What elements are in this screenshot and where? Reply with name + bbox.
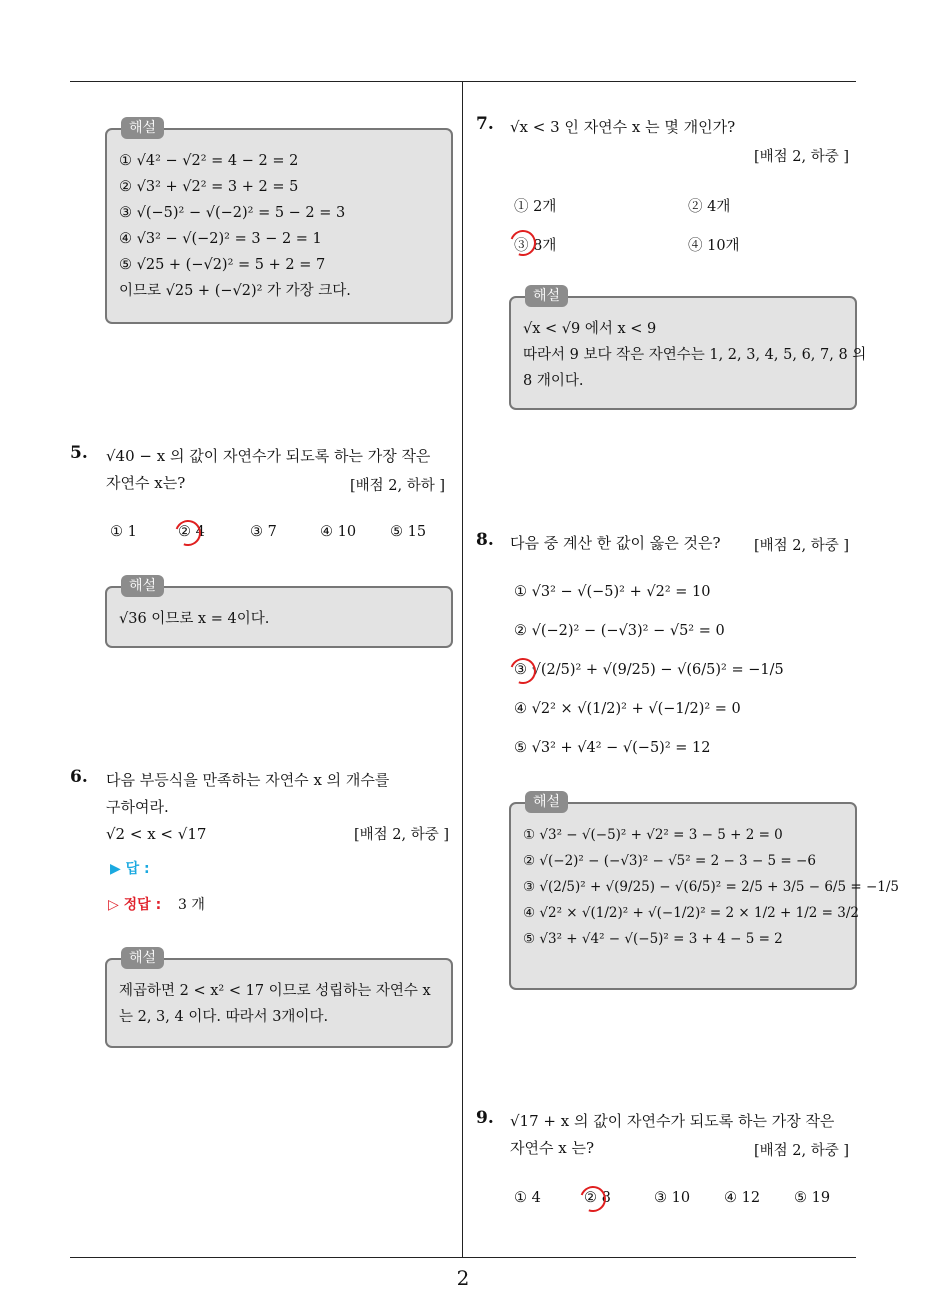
q5-answer-mark — [171, 516, 206, 551]
q4-exp-line-2: ② √3² + √2² = 3 + 2 = 5 — [119, 179, 299, 195]
page-number: 2 — [456, 1266, 470, 1290]
q4-exp-line-4: ④ √3² − √(−2)² = 3 − 2 = 1 — [119, 231, 322, 247]
q9-option-1[interactable]: ① 4 — [514, 1190, 541, 1206]
q5-option-5[interactable]: ⑤ 15 — [390, 524, 427, 540]
q5-option-2[interactable]: ② 4 — [178, 524, 205, 540]
q8-number: 8. — [476, 530, 494, 550]
q8-meta: [배점 2, 하중 ] — [754, 538, 850, 554]
q4-exp-line-5: ⑤ √25 + (−√2)² = 5 + 2 = 7 — [119, 257, 326, 273]
q5-explanation-box — [105, 578, 453, 648]
q9-number: 9. — [476, 1108, 494, 1128]
q8-exp-line-5: ⑤ √3² + √4² − √(−5)² = 3 + 4 − 5 = 2 — [523, 931, 783, 947]
q6-explanation-box — [105, 950, 453, 1048]
q8-answer-mark — [506, 654, 541, 689]
q6-number: 6. — [70, 767, 88, 787]
q6-text-line-2: 구하여라. — [106, 798, 169, 816]
q8-exp-line-1: ① √3² − √(−5)² + √2² = 3 − 5 + 2 = 0 — [523, 827, 783, 843]
q7-option-4[interactable]: ④ 10개 — [688, 238, 740, 254]
q9-answer-mark — [576, 1182, 611, 1217]
q7-number: 7. — [476, 114, 494, 134]
q6-exp-line-1: 제곱하면 2 < x² < 17 이므로 성립하는 자연수 x — [119, 983, 431, 999]
q5-text-line-2: 자연수 x는? — [106, 474, 186, 492]
q7-text-line-1: √x < 3 인 자연수 x 는 몇 개인가? — [510, 118, 736, 136]
q4-exp-line-3: ③ √(−5)² − √(−2)² = 5 − 2 = 3 — [119, 205, 346, 221]
q8-option-2[interactable]: ② √(−2)² − (−√3)² − √5² = 0 — [514, 623, 725, 639]
q9-option-3[interactable]: ③ 10 — [654, 1190, 691, 1206]
q5-text-line-1: √40 − x 의 값이 자연수가 되도록 하는 가장 작은 — [106, 447, 431, 465]
q9-text-line-1: √17 + x 의 값이 자연수가 되도록 하는 가장 작은 — [510, 1112, 835, 1130]
q5-option-3[interactable]: ③ 7 — [250, 524, 277, 540]
q7-option-1[interactable]: ① 2개 — [514, 199, 557, 215]
q8-exp-line-4: ④ √2² × √(1/2)² + √(−1/2)² = 2 × 1/2 + 1/2 = 3/2 — [523, 905, 859, 921]
top-rule — [70, 81, 856, 82]
q8-option-4[interactable]: ④ √2² × √(1/2)² + √(−1/2)² = 0 — [514, 701, 741, 717]
q7-option-3[interactable]: ③ 8개 — [514, 238, 557, 254]
q8-exp-line-2: ② √(−2)² − (−√3)² − √5² = 2 − 3 − 5 = −6 — [523, 853, 816, 869]
explanation-tag: 해설 — [121, 117, 164, 139]
q7-option-2[interactable]: ② 4개 — [688, 199, 731, 215]
q6-exp-line-2: 는 2, 3, 4 이다. 따라서 3개이다. — [119, 1009, 329, 1025]
q4-exp-line-1: ① √4² − √2² = 4 − 2 = 2 — [119, 153, 299, 169]
q4-exp-line-6: 이므로 √25 + (−√2)² 가 가장 크다. — [119, 283, 351, 299]
q8-explanation-box — [509, 794, 899, 990]
q9-option-5[interactable]: ⑤ 19 — [794, 1190, 831, 1206]
q7-explanation-box — [509, 288, 867, 410]
q6-correct-value: 3 개 — [178, 897, 205, 913]
explanation-tag: 해설 — [525, 791, 568, 813]
q5-exp-line: √36 이므로 x = 4이다. — [119, 611, 270, 627]
q7-meta: [배점 2, 하중 ] — [754, 149, 850, 165]
q8-option-3[interactable]: ③ √(2/5)² + √(9/25) − √(6/5)² = −1/5 — [514, 662, 784, 678]
explanation-tag: 해설 — [121, 575, 164, 597]
q6-correct-label: ▷ 정답 : — [108, 897, 162, 913]
q5-option-4[interactable]: ④ 10 — [320, 524, 357, 540]
q8-option-5[interactable]: ⑤ √3² + √4² − √(−5)² = 12 — [514, 740, 711, 756]
q7-answer-mark — [506, 226, 541, 261]
q9-text-line-2: 자연수 x 는? — [510, 1139, 594, 1157]
bottom-rule — [70, 1257, 856, 1258]
q5-option-1[interactable]: ① 1 — [110, 524, 137, 540]
q9-option-4[interactable]: ④ 12 — [724, 1190, 761, 1206]
q7-exp-line-1: √x < √9 에서 x < 9 — [523, 321, 657, 337]
explanation-tag: 해설 — [121, 947, 164, 969]
q7-exp-line-2: 따라서 9 보다 작은 자연수는 1, 2, 3, 4, 5, 6, 7, 8 의 — [523, 347, 867, 363]
column-divider — [462, 82, 463, 1257]
q6-meta: [배점 2, 하중 ] — [354, 827, 450, 843]
q4-explanation-box — [105, 120, 453, 324]
q6-answer-label: ▶ 답 : — [110, 861, 150, 877]
q8-exp-line-3: ③ √(2/5)² + √(9/25) − √(6/5)² = 2/5 + 3/5 − 6/5 = −1/5 — [523, 879, 899, 895]
q8-option-1[interactable]: ① √3² − √(−5)² + √2² = 10 — [514, 584, 711, 600]
explanation-tag: 해설 — [525, 285, 568, 307]
q9-meta: [배점 2, 하중 ] — [754, 1143, 850, 1159]
q5-meta: [배점 2, 하하 ] — [350, 478, 446, 494]
q6-text-line-3: √2 < x < √17 — [106, 825, 207, 843]
q8-text-line-1: 다음 중 계산 한 값이 옳은 것은? — [510, 534, 721, 552]
q9-option-2[interactable]: ② 8 — [584, 1190, 611, 1206]
q5-number: 5. — [70, 443, 88, 463]
q6-text-line-1: 다음 부등식을 만족하는 자연수 x 의 개수를 — [106, 771, 390, 789]
q7-exp-line-3: 8 개이다. — [523, 373, 584, 389]
